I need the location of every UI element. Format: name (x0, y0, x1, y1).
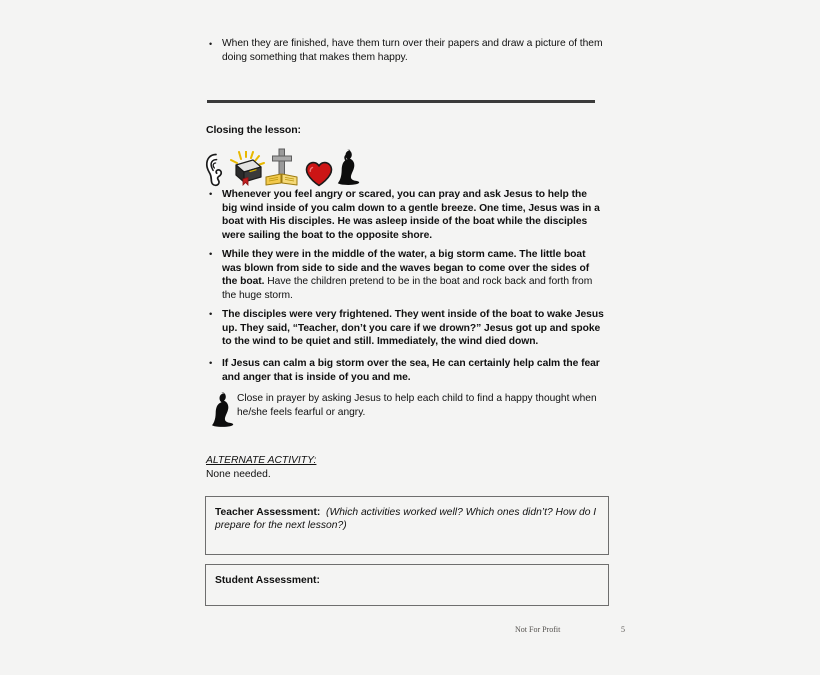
alternate-activity-body: None needed. (206, 469, 271, 480)
page-footer (515, 625, 625, 634)
student-assessment-box[interactable] (205, 564, 609, 606)
lesson-bullet-1 (206, 188, 604, 242)
alternate-activity-title: ALTERNATE ACTIVITY: (206, 455, 317, 466)
praying-child-icon (211, 392, 237, 428)
praying-child-icon (337, 149, 363, 187)
student-assessment-text (215, 574, 599, 587)
student-assessment-label: Student Assessment: (215, 575, 320, 586)
bible-icon (228, 151, 268, 187)
lesson-bullet-4 (206, 357, 604, 384)
lesson-bullet-2-text (222, 248, 604, 302)
teacher-assessment-text (215, 506, 599, 533)
cross-icon (264, 147, 302, 187)
prayer-close-block (206, 392, 604, 428)
teacher-assessment-box[interactable] (205, 496, 609, 555)
lesson-bullet-3 (206, 308, 604, 349)
ear-icon (204, 153, 228, 187)
teacher-assessment-hint: (Which activities worked well? Which ones didn’t? How do I prepare for the next lesson?) (215, 507, 597, 532)
intro-bullet-text: When they are finished, have them turn over their papers and draw a picture of them doing something that makes them happy. (222, 38, 603, 64)
heart-icon (305, 161, 333, 187)
bullet-marker: • (209, 358, 213, 369)
footer-page-number: 5 (621, 625, 625, 634)
bullet-2-regular: Have the children pretend to be in the boat and rock back and forth from the huge storm. (222, 276, 593, 301)
bullet-marker: • (209, 189, 213, 200)
bullet-marker: • (209, 249, 213, 260)
bullet-4-bold: If Jesus can calm a big storm over the sea, He can certainly help calm the fear and anger that is inside of you and me. (222, 358, 600, 383)
alternate-activity-section (206, 454, 604, 482)
footer-notice: Not For Profit (515, 625, 561, 634)
teacher-assessment-label: Teacher Assessment: (215, 507, 321, 518)
lesson-bullet-4-text (222, 357, 604, 384)
intro-bullet-item (206, 37, 608, 66)
bullet-marker: • (209, 39, 213, 49)
bullet-2-bold: While they were in the middle of the water, a big storm came. The little boat was blown from side to side and the waves began to come over the sides of the boat. (222, 249, 590, 288)
bullet-3-bold: The disciples were very frightened. They went inside of the boat to wake Jesus up. They said, “Teacher, don’t you care if we drown?” Jesus got up and spoke to the wind to be quiet and still. Immediately, the wind died down. (222, 309, 604, 348)
bullet-1-bold: Whenever you feel angry or scared, you can pray and ask Jesus to help the big wind inside of you calm down to a gentle breeze. One time, Jesus was in a boat with His disciples. He was asleep inside of the boat while the disciples were sailing the boat to the opposite shore. (222, 189, 600, 241)
section-divider (207, 100, 595, 103)
bullet-marker: • (209, 309, 213, 320)
lesson-bullet-2 (206, 248, 604, 302)
lesson-bullet-1-text (222, 188, 604, 242)
closing-the-lesson-heading: Closing the lesson: (206, 124, 301, 136)
prayer-close-text: Close in prayer by asking Jesus to help each child to find a happy thought when he/she feels fearful or angry. (237, 393, 597, 418)
lesson-bullet-3-text (222, 308, 604, 349)
lesson-icon-strip (204, 145, 354, 187)
